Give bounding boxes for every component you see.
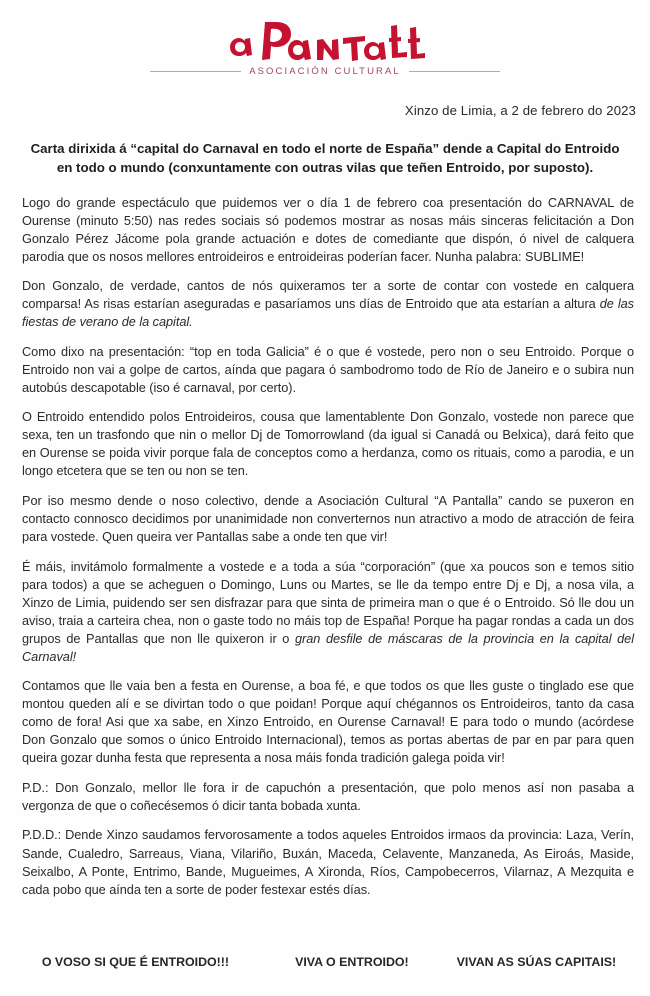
paragraph-p8 (22, 779, 634, 815)
paragraph-p5 (22, 492, 634, 546)
rule-right (409, 71, 500, 72)
text-run: É máis, invitámolo formalmente a vostede e a toda a súa “corporación” (que xa poucos son e temos sitio para todos) a que se acheguen o Domingo, Luns ou Martes, se lle da tempo entre Dj e Dj, a nosa vila, a Xinzo de Limia, puidendo ser sen disfrazar para que sinta de primeira man o que é o Entroido. Só lle dou un aviso, traia a carteira chea, non o gaste todo no máis top de España! Porque ha pagar rondas a cada un dos grupos de Pantallas que non lle quixeron ir o (22, 558, 634, 646)
text-run: Por iso mesmo dende o noso colectivo, dende a Asociación Cultural “A Pantalla” cando se puxeron en contacto connosco decidimos por unanimidade non converternos nun atractivo a modo de atracción de feira para vostede. Quen queira ver Pantallas sabe a onde ten que vir! (22, 492, 634, 545)
date-line: Xinzo de Limia, a 2 de febrero do 2023 (404, 103, 636, 118)
text-run: Como dixo na presentación: “top en toda Galicia” é o que é vostede, pero non o seu Entroido. Porque o Entroido non vai a golpe de cartos, aínda que pagara ó sambodromo todo de Río de Janeiro e o subira nun autobús descapotable (iso é carnaval, por certo). (22, 343, 634, 395)
text-run: Logo do grande espectáculo que puidemos ver o día 1 de febrero coa presentación do CARNAVAL de Ourense (minuto 5:50) nas redes sociais só podemos mostrar as nosas máis sinceras felicitación a Don Gonzalo Pérez Jácome pola grande actuación e dotes de comediante que dispón, ó nivel de calquera parodia que os nosos mellores entroideiros e entroideiras poderían facer. Nunha palabra: SUBLIME! (22, 194, 634, 264)
italic-run: de las fiestas de verano de la capital. (22, 296, 634, 330)
logo-wrap (0, 18, 650, 64)
text-run: P.D.D.: Dende Xinzo saudamos fervorosamente a todos aqueles Entroidos irmaos da provincia: Laza, Verín, Sande, Cualedro, Sarreaus, Viana, Vilariño, Buxán, Maceda, Celavente, Manzaneda, As Eiroás, Maside, Seixalbo, A Ponte, Entrimo, Bande, Mugueimes, A Xironda, Ríos, Campobecerros, Vilarnaz, A Mezquita e cada pobo que aínda ten a sorte de poder festexar estés días. (22, 827, 634, 897)
document-title: Carta dirixida á “capital do Carnaval en todo el norte de España” dende a Capital do Entroido en todo o mundo (conxuntamente con outras vilas que teñen Entroido, por suposto). (30, 141, 620, 176)
letter-body (22, 194, 634, 899)
text-run: Don Gonzalo, de verdade, cantos de nós quixeramos ter a sorte de contar con vostede en calquera comparsa! As risas estarían aseguradas e pasaríamos uns días de Entroido que ata estarían a altura (22, 278, 634, 312)
paragraph-p7 (22, 677, 634, 767)
italic-run: gran desfile de máscaras de la provincia en la capital del Carnaval! (22, 630, 634, 664)
paragraph-p3 (22, 343, 634, 397)
text-run: P.D.: Don Gonzalo, mellor lle fora ir de capuchón a presentación, que polo menos así non pasaba a vergonza de que o coñecésemos ó dicir tanta bobada xunta. (22, 779, 634, 813)
logo-subtitle-row (0, 66, 650, 77)
letterhead (0, 0, 650, 77)
text-run: O Entroido entendido polos Entroideiros, cousa que lamentablente Don Gonzalo, vostede non parece que sexa, ten un trasfondo que nin o mellor Dj de Tomorrowland (da igual si Canadá ou Belxica), dará feito que en Ourense se poida vivir porque fala de conceptos como a herdanza, como os rituais, como a parodia, e un longo etcetera que se ten ou non se ten. (22, 409, 634, 479)
paragraph-p9 (22, 826, 634, 898)
text-run: Contamos que lle vaia ben a festa en Ourense, a boa fé, e que todos os que lles guste o tinglado ese que montou queden alí e se divirtan todo o que poidan! Porque aquí chégannos os Entroideiros, tanto da casa como de fora! Asi que xa sabe, en Xinzo Entroido, en Ourense Carnaval! E para todo o mundo (acórdese Don Gonzalo que somos o único Entroido Internacional), temos as portas abertas de par en par para quen queira gozar dunha festa que representa a nosa máis fonda tradición galega poida vir! (22, 678, 634, 766)
paragraph-p1 (22, 194, 634, 266)
slogan-2: VIVA O ENTROIDO! (295, 955, 409, 969)
slogan-1: O VOSO SI QUE É ENTROIDO!!! (41, 955, 230, 969)
slogan-3: VIVAN AS SÚAS CAPITAIS! (456, 955, 617, 969)
closing-slogans (0, 955, 650, 969)
paragraph-p6 (22, 558, 634, 666)
pantalla-wordmark-logo (225, 18, 425, 64)
paragraph-p2 (22, 277, 634, 331)
rule-left (150, 71, 241, 72)
paragraph-p4 (22, 408, 634, 480)
logo-subtitle: ASOCIACIÓN CULTURAL (249, 66, 401, 77)
